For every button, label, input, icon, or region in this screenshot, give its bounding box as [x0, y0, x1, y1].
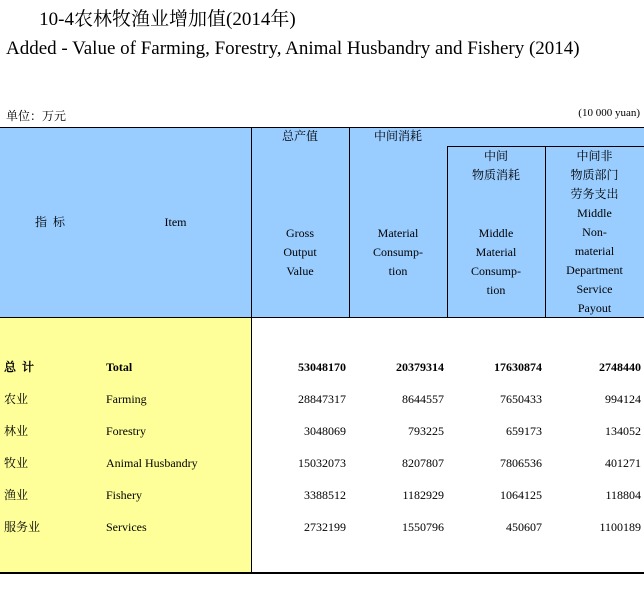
cell-service: 2748440: [599, 360, 641, 374]
header-service-en-5: Service: [576, 282, 613, 296]
header-material-en-3: tion: [388, 264, 408, 278]
bottom-rule: [0, 572, 644, 574]
cell-middle: 1064125: [500, 488, 542, 502]
row-label-cn: 农业: [4, 392, 29, 406]
row-label-en: Total: [106, 360, 133, 374]
header-service-en-3: material: [574, 244, 615, 258]
row-label-cn: 服务业: [4, 520, 41, 534]
header-item-en: Item: [164, 215, 187, 229]
row-label-en: Farming: [106, 392, 147, 406]
header-service-cn-3: 劳务支出: [570, 187, 619, 201]
cell-material: 8207807: [402, 456, 444, 470]
header-indicator-cn: 指 标: [34, 215, 65, 229]
header-service-en-1: Middle: [577, 206, 612, 220]
page-title-cn: [6, 4, 296, 31]
cell-service: 994124: [605, 392, 641, 406]
row-label-en: Animal Husbandry: [106, 456, 198, 470]
unit-label-en: (10 000 yuan): [578, 107, 640, 119]
header-material-en-2: Consump-: [372, 245, 423, 259]
row-label-en: Forestry: [106, 424, 146, 438]
header-middle-cn-1: 中间: [483, 149, 508, 163]
header-material-cn: 中间消耗: [373, 129, 422, 143]
row-label-cn: 牧业: [4, 456, 29, 470]
header-service-cn-2: 物质部门: [570, 168, 619, 182]
cell-gross: 3388512: [304, 488, 346, 502]
header-middle-en-2: Material: [475, 245, 517, 259]
cell-middle: 450607: [506, 520, 542, 534]
unit-label-cn: 单位：万元: [6, 109, 67, 123]
cell-service: 401271: [605, 456, 641, 470]
header-middle-cn-2: 物质消耗: [471, 168, 520, 182]
header-middle-en-4: tion: [486, 283, 506, 297]
cell-middle: 7806536: [500, 456, 542, 470]
cell-gross: 2732199: [304, 520, 346, 534]
header-gross-en-1: Gross: [285, 226, 314, 240]
cell-service: 134052: [605, 424, 641, 438]
cell-gross: 15032073: [298, 456, 346, 470]
cell-gross: 28847317: [298, 392, 346, 406]
cell-material: 8644557: [402, 392, 444, 406]
cell-material: 1182929: [402, 488, 444, 502]
cell-material: 20379314: [396, 360, 444, 374]
header-gross-cn: 总产值: [281, 129, 318, 143]
row-label-cn: 林业: [4, 424, 29, 438]
cell-middle: 17630874: [494, 360, 542, 374]
cell-gross: 3048069: [304, 424, 346, 438]
cell-service: 118804: [605, 488, 641, 502]
row-label-cn: 渔业: [4, 488, 29, 502]
cell-middle: 659173: [506, 424, 542, 438]
header-service-en-2: Non-: [582, 225, 607, 239]
header-service-en-4: Department: [566, 263, 623, 277]
row-label-en: Services: [106, 520, 147, 534]
title-cn-text: 农林牧渔业增加值(2014年): [74, 9, 296, 30]
cell-material: 1550796: [402, 520, 444, 534]
cell-service: 1100189: [599, 520, 641, 534]
header-gross-en-2: Output: [283, 245, 317, 259]
header-service-en-6: Payout: [577, 301, 612, 315]
header-gross-en-3: Value: [286, 264, 314, 278]
cell-middle: 7650433: [500, 392, 542, 406]
row-label-cn: 总 计: [4, 360, 35, 374]
page-title-en: Added - Value of Farming, Forestry, Animal Husbandry and Fishery (2014): [6, 38, 580, 59]
header-bg-gross: [251, 127, 349, 317]
header-middle-en-3: Consump-: [470, 264, 521, 278]
data-table: [0, 127, 644, 573]
cell-material: 793225: [408, 424, 444, 438]
header-material-en-1: Material: [377, 226, 419, 240]
row-label-en: Fishery: [106, 488, 142, 502]
header-middle-en-1: Middle: [478, 226, 514, 240]
cell-gross: 53048170: [298, 360, 346, 374]
header-service-cn-1: 中间非: [576, 149, 613, 163]
table-number: 10-4: [39, 9, 74, 30]
